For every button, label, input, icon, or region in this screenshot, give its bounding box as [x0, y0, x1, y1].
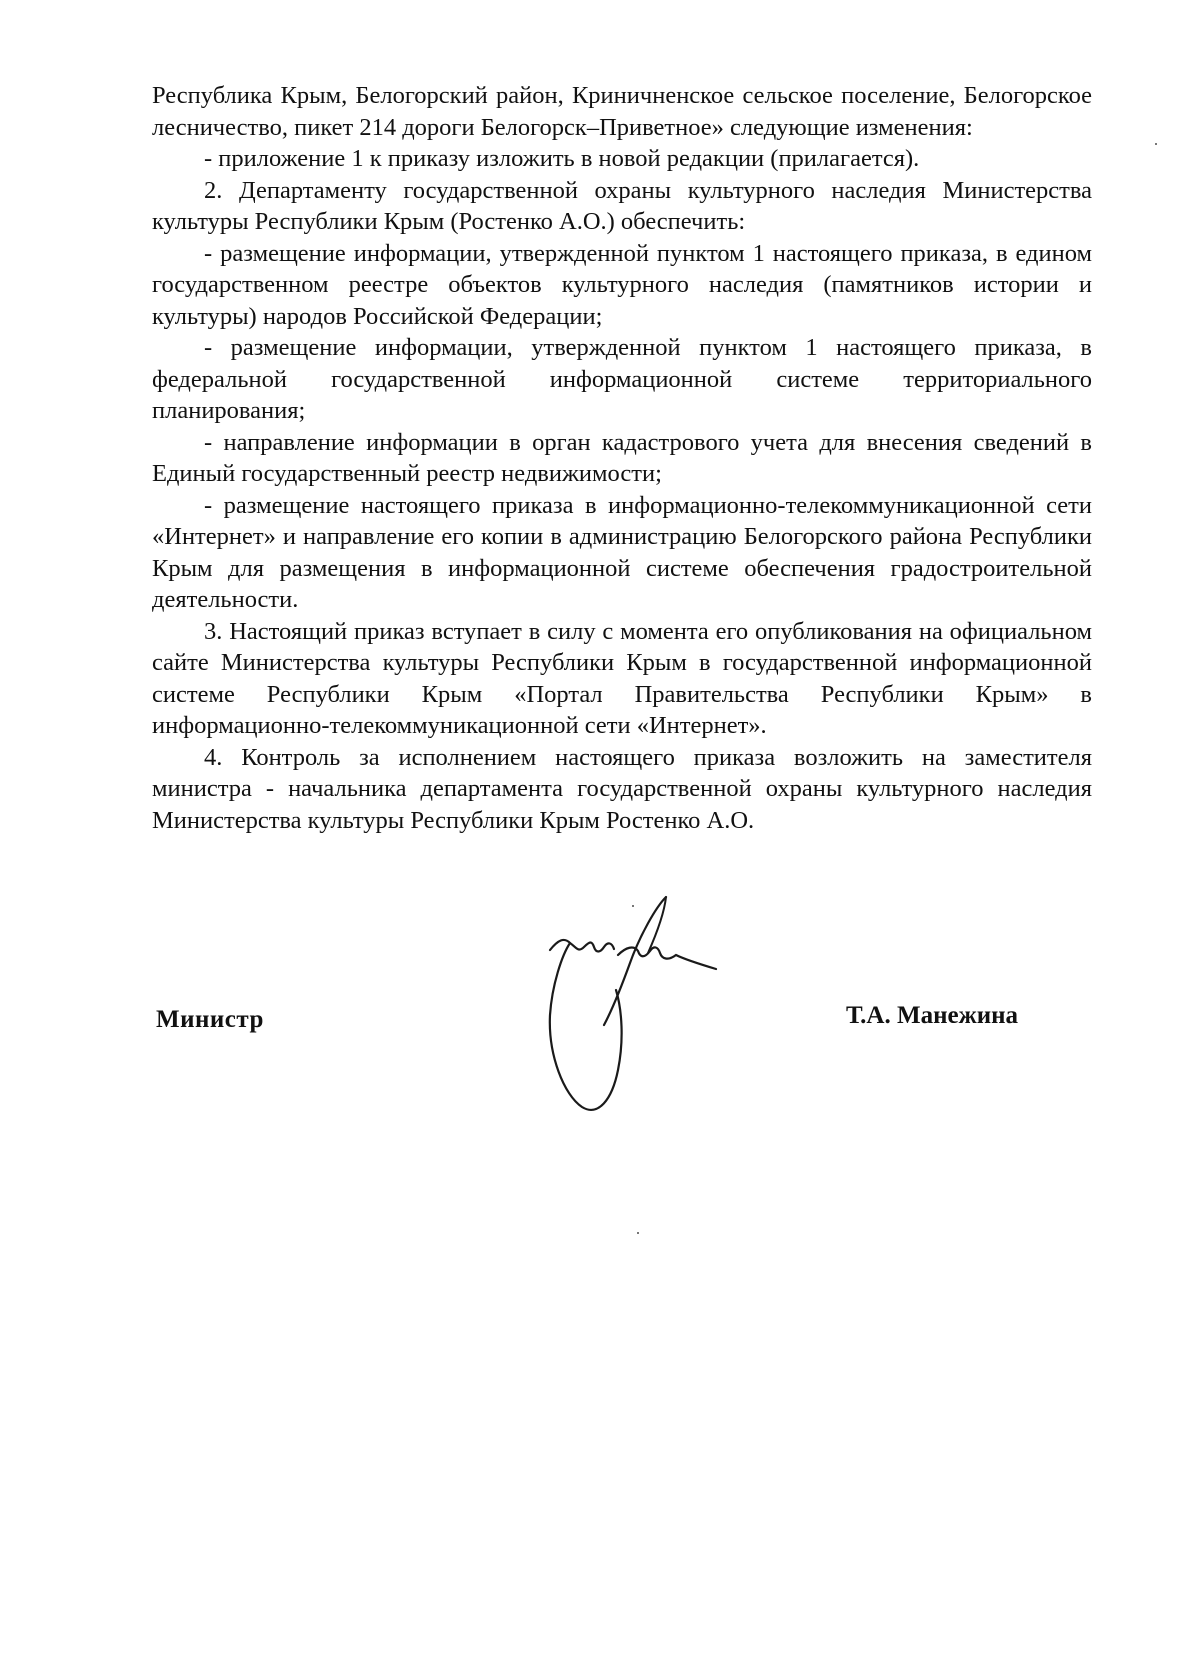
- paragraph-cadastral-info: - направление информации в орган кадастрового учета для внесения сведений в Единый государственный реестр недвижимости;: [152, 428, 1092, 487]
- paragraph-internet-placement: - размещение настоящего приказа в информационно-телекоммуникационной сети «Интернет» и направление его копии в администрацию Белогорского района Республики Крым для размещения в информационной системе обеспечения градостроительной деятельности.: [152, 491, 1092, 613]
- scan-speck: [1155, 143, 1157, 145]
- paragraph-item-2: 2. Департаменту государственной охраны культурного наследия Министерства культуры Республики Крым (Ростенко А.О.) обеспечить:: [152, 176, 1092, 235]
- signatory-name: Т.А. Манежина: [846, 1002, 1019, 1029]
- paragraph-federal-system-placement: - размещение информации, утвержденной пунктом 1 настоящего приказа, в федеральной государственной информационной системе территориального планирования;: [152, 334, 1092, 424]
- scan-speck: [637, 1232, 639, 1234]
- handwritten-signature: [540, 895, 740, 1125]
- paragraph-item-4: 4. Контроль за исполнением настоящего приказа возложить на заместителя министра - начальника департамента государственной охраны культурного наследия Министерства культуры Республики Крым Ростенко А.О.: [152, 743, 1092, 834]
- document-body: [152, 80, 1092, 836]
- paragraph-register-placement: - размещение информации, утвержденной пунктом 1 настоящего приказа, в едином государственном реестре объектов культурного наследия (памятников истории и культуры) народов Российской Федерации;: [152, 239, 1092, 330]
- paragraph-appendix-change: - приложение 1 к приказу изложить в новой редакции (прилагается).: [204, 145, 920, 172]
- scan-speck: [632, 905, 634, 907]
- signatory-role: Министр: [156, 1006, 264, 1033]
- paragraph-item-3: 3. Настоящий приказ вступает в силу с момента его опубликования на официальном сайте Министерства культуры Республики Крым в государственной информационной системе Республики Крым «Портал Правительства Республики Крым» в информационно-телекоммуникационной сети «Интернет».: [152, 617, 1092, 739]
- paragraph-continuation: Республика Крым, Белогорский район, Криничненское сельское поселение, Белогорское лесничество, пикет 214 дороги Белогорск–Приветное» следующие изменения:: [152, 82, 1092, 141]
